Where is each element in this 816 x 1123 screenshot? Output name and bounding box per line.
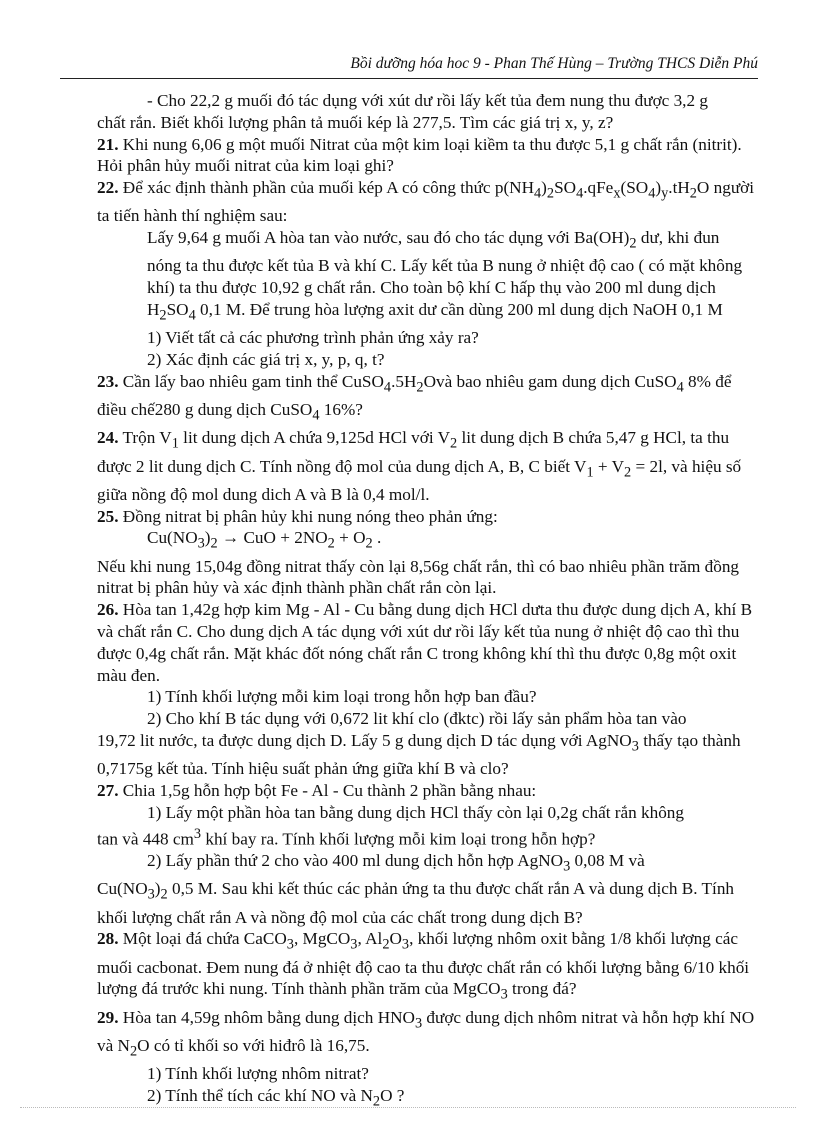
question-26: 26. Hòa tan 1,42g hợp kim Mg - Al - Cu bằng dung dịch HCl dưta thu được dung dịch A, khí B và chất rắn C. Cho dung dịch A tác dụng với xút dư rồi lấy kết tủa nung ở nhiệt độ cao thì thu được 0,4g chất rắn. Mặt khác đốt nóng chất rắn C trong không khí thì thu được 0,8g một oxit màu đen. xyxy=(97,600,753,685)
sub-question: 1) Tính khối lượng mỗi kim loại trong hỗn hợp ban đầu? xyxy=(147,687,537,707)
sub-question: 2) Cho khí B tác dụng với 0,672 lit khí clo (đktc) rồi lấy sản phẩm hòa tan vào xyxy=(147,709,687,729)
question-21: 21. Khi nung 6,06 g một muối Nitrat của một kim loại kiềm ta thu được 5,1 g chất rắn (nitrit). Hỏi phân hủy muối nitrat của kim loại ghi? xyxy=(97,134,742,176)
question-27: 27. Chia 1,5g hỗn hợp bột Fe - Al - Cu thành 2 phần bằng nhau: xyxy=(97,781,537,801)
paragraph: 19,72 lit nước, ta được dung dịch D. Lấy 5 g dung dịch D tác dụng với AgNO$_3$ thấy tạo thành 0,7175g kết tủa. Tính hiệu suất phản ứng giữa khí B và clo? xyxy=(97,731,741,779)
sub-question: 1) Viết tất cả các phương trình phản ứng xảy ra? xyxy=(147,328,479,348)
question-25: 25. Đồng nitrat bị phân hủy khi nung nóng theo phản ứng: xyxy=(97,506,498,526)
question-24: 24. Trộn $V_1$ lit dung dịch A chứa 9,125d HCl với $V_2$ lit dung dịch B chứa 5,47 g HCl, ta thu được 2 lit dung dịch C. Tính nồng độ mol của dung dịch A, B, C biết $V_1 + V_2 = 2l$, và hiệu số giữa nồng độ mol dung dich A và B là 0,4 mol/l. xyxy=(97,428,742,504)
paragraph: Lấy 9,64 g muối A hòa tan vào nước, sau đó cho tác dụng với $Ba(OH)_2$ dư, khi đun nóng ta thu được kết tủa B và khí C. Lấy kết tủa B nung ở nhiệt độ cao ( có mặt không khí) ta thu được 10,92 g chất rắn. Cho toàn bộ khí C hấp thụ vào 200 ml dung dịch $H_2SO_4$ 0,1 M. Để trung hòa lượng axit dư cần dùng 200 ml dung dịch NaOH 0,1 M xyxy=(147,228,743,324)
equation: $Cu(NO_3)_2$ → CuO + $2NO_2 + O_2$ . xyxy=(147,528,382,552)
question-29: 29. Hòa tan 4,59g nhôm bằng dung dịch $HNO_3$ được dung dịch nhôm nitrat và hỗn hợp khí NO và $N_2O$ có tỉ khối so với hiđrô là 16,75. xyxy=(97,1007,755,1060)
sub-question: 1) Tính khối lượng nhôm nitrat? xyxy=(147,1064,369,1084)
question-28: 28. Một loại đá chứa CaCO$_3$, MgCO$_3$, $Al_2O_3$, khối lượng nhôm oxit bằng 1/8 khối lượng các muối cacbonat. Đem nung đá ở nhiệt độ cao ta thu được chất rắn có khối lượng bằng 6/10 khối lượng đá trước khi nung. Tính thành phần trăm của MgCO$_3$ trong đá? xyxy=(97,929,750,1003)
sub-question: 2) Xác định các giá trị x, y, p, q, t? xyxy=(147,350,385,370)
document-body xyxy=(97,90,758,1113)
sub-question: 2) Tính thể tích các khí NO và $N_2O$ ? xyxy=(147,1085,405,1110)
sub-question: 2) Lấy phần thứ 2 cho vào 400 ml dung dịch hỗn hợp AgNO$_3$ 0,08 M và xyxy=(147,851,645,875)
paragraph: tan và 448 $cm^3$ khí bay ra. Tính khối lượng mỗi kim loại trong hỗn hợp? xyxy=(97,825,596,849)
paragraph: Nếu khi nung 15,04g đồng nitrat thấy còn lại 8,56g chất rắn, thì có bao nhiêu phần trăm đồng nitrat bị phân hủy và xác định thành phần chất rắn còn lại. xyxy=(97,556,740,598)
question-23: 23. Cần lấy bao nhiêu gam tinh thể $CuSO_4.5H_2Ovà$ bao nhiêu gam dung dịch CuSO$_4$ 8% để điều chế280 g dung dịch CuSO$_4$ 16%? xyxy=(97,371,732,424)
question-22: 22. Để xác định thành phần của muối kép A có công thức $p(NH_4)_2SO_4.qFe_x(SO_4)_y.tH_2O$ người ta tiến hành thí nghiệm sau: xyxy=(97,178,754,226)
header-text: Bồi dưỡng hóa hoc 9 - Phan Thế Hùng – Trường THCS Diễn Phú xyxy=(350,55,758,72)
paragraph: chất rắn. Biết khối lượng phân tả muối kép là 277,5. Tìm các giá trị x, y, z? xyxy=(97,112,614,132)
sub-question: 1) Lấy một phần hòa tan bằng dung dịch HCl thấy còn lại 0,2g chất rắn không xyxy=(147,802,684,822)
page-header xyxy=(60,50,758,79)
paragraph: - Cho 22,2 g muối đó tác dụng với xút dư rồi lấy kết tủa đem nung thu được 3,2 g xyxy=(147,91,708,110)
page-divider xyxy=(20,1107,796,1108)
paragraph: $Cu(NO_3)_2$ 0,5 M. Sau khi kết thúc các phản ứng ta thu được chất rắn A và dung dịch B. Tính khối lượng chất rắn A và nồng độ mol của các chất trong dung dịch B? xyxy=(97,879,735,927)
